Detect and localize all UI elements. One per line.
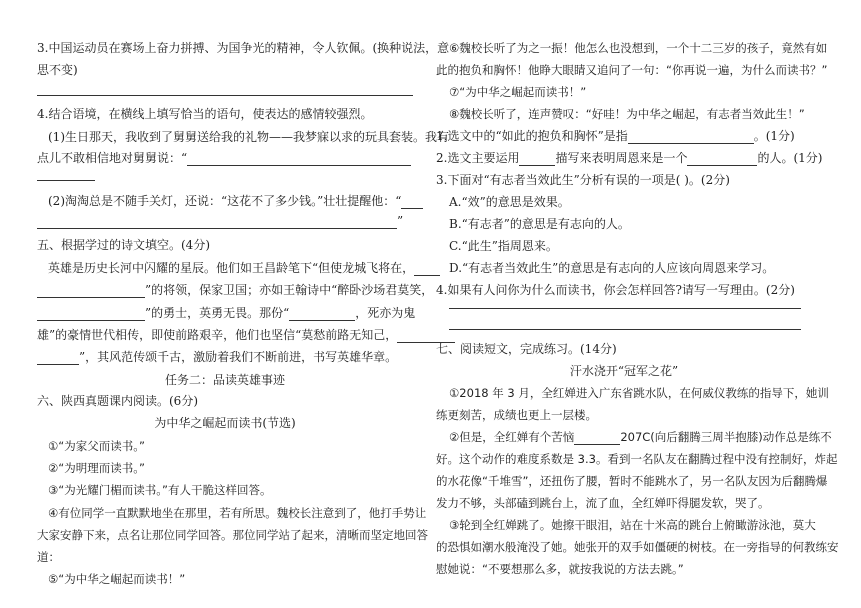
q4-1-line-a: (1)生日那天，我收到了舅舅送给我的礼物——我梦寐以求的玩具套装。我有 [48, 130, 450, 144]
q4-1-blank-b[interactable] [37, 180, 95, 181]
passage-p6-b: 此的抱负和胸怀！他睁大眼睛又追问了一句：“你再说一遍，为什么而读书？” [436, 63, 828, 77]
sec5-line-a [48, 260, 440, 276]
sec5-blank-3[interactable] [289, 308, 355, 321]
sec5-line-e [37, 349, 397, 365]
q4-right: 4.如果有人问你为什么而读书，你会怎样回答?请写一写理由。(2分) [436, 283, 795, 297]
passage-p4-a: ④有位同学一直默默地坐在那里，若有所思。魏校长注意到了，他打手势让 [48, 506, 427, 520]
passage-p5: ⑤“为中华之崛起而读书！” [48, 572, 186, 586]
story-p3-a: ③轮到全红婵跳了。她擦干眼泪，站在十米高的跳台上俯瞰游泳池，莫大 [449, 518, 816, 532]
q4-1-blank-a[interactable] [187, 153, 411, 166]
sec5-text-c: ”的勇士，英勇无畏。那份“ [145, 306, 290, 320]
sec5-blank-1a[interactable] [414, 263, 440, 276]
story-p1-a: ①2018 年 3 月，全红婵进入广东省跳水队，在何威仪教练的指导下，她训 [449, 386, 829, 400]
story-p2-c: 的水花像“千堆雪”，还扭伤了腰，暂时不能跳水了，另一名队友因为后翻腾爆 [436, 474, 828, 488]
q2-mid: 描写来表明周恩来是一个 [555, 151, 688, 165]
sec5-text-e: ”，其风范传颂千古，激励着我们不断前进，书写英雄华章。 [79, 350, 398, 364]
q4-2-line-a [48, 193, 423, 209]
q4-1-line-b [37, 150, 411, 166]
story-dash [574, 437, 620, 445]
sec5-text-b: ”的将领，保家卫国；亦如王翰诗中“醉卧沙场君莫笑， [145, 283, 434, 297]
q3-line-a: 3.中国运动员在赛场上奋力拼搏、为国争光的精神，令人钦佩。(换种说法，意 [37, 41, 450, 55]
q3-line-b: 思不变) [37, 63, 78, 77]
q1-line [436, 128, 795, 144]
story-p2-text-a: ②但是，全红婵有个苦恼 [449, 430, 575, 444]
option-a[interactable]: A.“效”的意思是效果。 [449, 195, 570, 209]
sec5-line-d [37, 327, 455, 343]
passage-p7: ⑦“为中华之崛起而读书！” [449, 85, 587, 99]
sec5-blank-1b[interactable] [37, 285, 145, 298]
sec6-title: 六、陕西真题课内阅读。(6分) [37, 394, 198, 408]
story-p2-b: 好。这个动作的难度系数是 3.3。看到一名队友在翻腾过程中没有控制好，炸起 [436, 452, 838, 466]
q3-right: 3.下面对“有志者当效此生”分析有误的一项是( )。(2分) [436, 173, 730, 187]
sec5-text-c2: ，死亦为鬼 [355, 306, 416, 320]
q4-title: 4.结合语境，在横线上填写恰当的语句，使表达的感情较强烈。 [37, 107, 373, 121]
story-title: 汗水浇开“冠军之花” [569, 364, 679, 378]
sec5-line-c [37, 305, 415, 321]
q4-1-prompt: 点儿不敢相信地对舅舅说：“ [37, 151, 188, 165]
sec5-line-b [37, 282, 433, 298]
passage-title: 为中华之崛起而读书(节选) [154, 416, 296, 430]
passage-p2: ②“为明理而读书。” [48, 461, 145, 475]
passage-p8: ⑧魏校长听了，连声赞叹：“好哇！为中华之崛起，有志者当效此生！” [449, 107, 805, 121]
sec5-blank-4b[interactable] [37, 352, 79, 365]
q2-blank-a[interactable] [519, 153, 555, 166]
q4-2-blank-b[interactable] [37, 216, 397, 229]
q1-score: 。(1分) [753, 129, 795, 143]
story-p3-b: 的恐惧如潮水般淹没了她。她张开的双手如僵硬的树枝。在一旁指导的何教练安 [436, 540, 839, 554]
option-d[interactable]: D.“有志者当效此生”的意思是有志向的人应该向周恩来学习。 [449, 261, 775, 275]
story-p3-c: 慰她说：“不要想那么多，就按我说的方法去跳。” [436, 562, 684, 576]
q4-answer-line-1[interactable] [449, 308, 801, 309]
passage-p4-c: 道： [37, 550, 60, 564]
task2-heading: 任务二：品读英雄事迹 [164, 373, 285, 387]
q4-2-line-b [37, 213, 403, 229]
passage-p6-a: ⑥魏校长听了为之一振！他怎么也没想到，一个十二三岁的孩子，竟然有如 [449, 41, 828, 55]
q2-score: 的人。(1分) [757, 151, 823, 165]
sec5-title: 五、根据学过的诗文填空。(4分) [37, 238, 210, 252]
q1-prompt: 1.选文中的“如此的抱负和胸怀”是指 [436, 129, 628, 143]
q4-2-blank-a[interactable] [401, 196, 423, 209]
passage-p4-b: 大家安静下来，点名让那位同学回答。那位同学站了起来，清晰而坚定地回答 [37, 528, 428, 542]
sec5-text-a: 英雄是历史长河中闪耀的星辰。他们如王昌龄笔下“但使龙城飞将在， [48, 261, 415, 275]
q2-prompt: 2.选文主要运用 [436, 151, 520, 165]
option-c[interactable]: C.“此生”指周恩来。 [449, 239, 558, 253]
story-p2-a [449, 429, 832, 445]
sec7-title: 七、阅读短文，完成练习。(14分) [436, 342, 617, 356]
q2-blank-b[interactable] [687, 153, 757, 166]
q3-answer-line[interactable] [37, 95, 413, 96]
q1-blank[interactable] [628, 131, 754, 144]
story-p2-text-b: 207C(向后翻腾三周半抱膝)动作总是练不 [620, 430, 832, 444]
passage-p3: ③“为光耀门楣而读书。”有人干脆这样回答。 [48, 483, 272, 497]
q4-2-prompt: (2)淘淘总是不随手关灯，还说：“这花不了多少钱。”壮壮提醒他：“ [48, 194, 402, 208]
passage-p1: ①“为家父而读书。” [48, 439, 145, 453]
q2-line [436, 150, 822, 166]
story-p1-b: 练更刻苦，成绩也更上一层楼。 [436, 408, 597, 422]
q4-2-close-quote: ” [397, 214, 404, 228]
sec5-text-d: 雄”的豪情世代相传，即使前路艰辛，他们也坚信“莫愁前路无知己， [37, 328, 398, 342]
q4-answer-line-2[interactable] [449, 329, 801, 330]
option-b[interactable]: B.“有志者”的意思是有志向的人。 [449, 217, 630, 231]
story-p2-d: 发力不够，头部磕到跳台上，流了血，全红婵吓得腿发软，哭了。 [436, 496, 770, 510]
sec5-blank-2[interactable] [37, 308, 145, 321]
